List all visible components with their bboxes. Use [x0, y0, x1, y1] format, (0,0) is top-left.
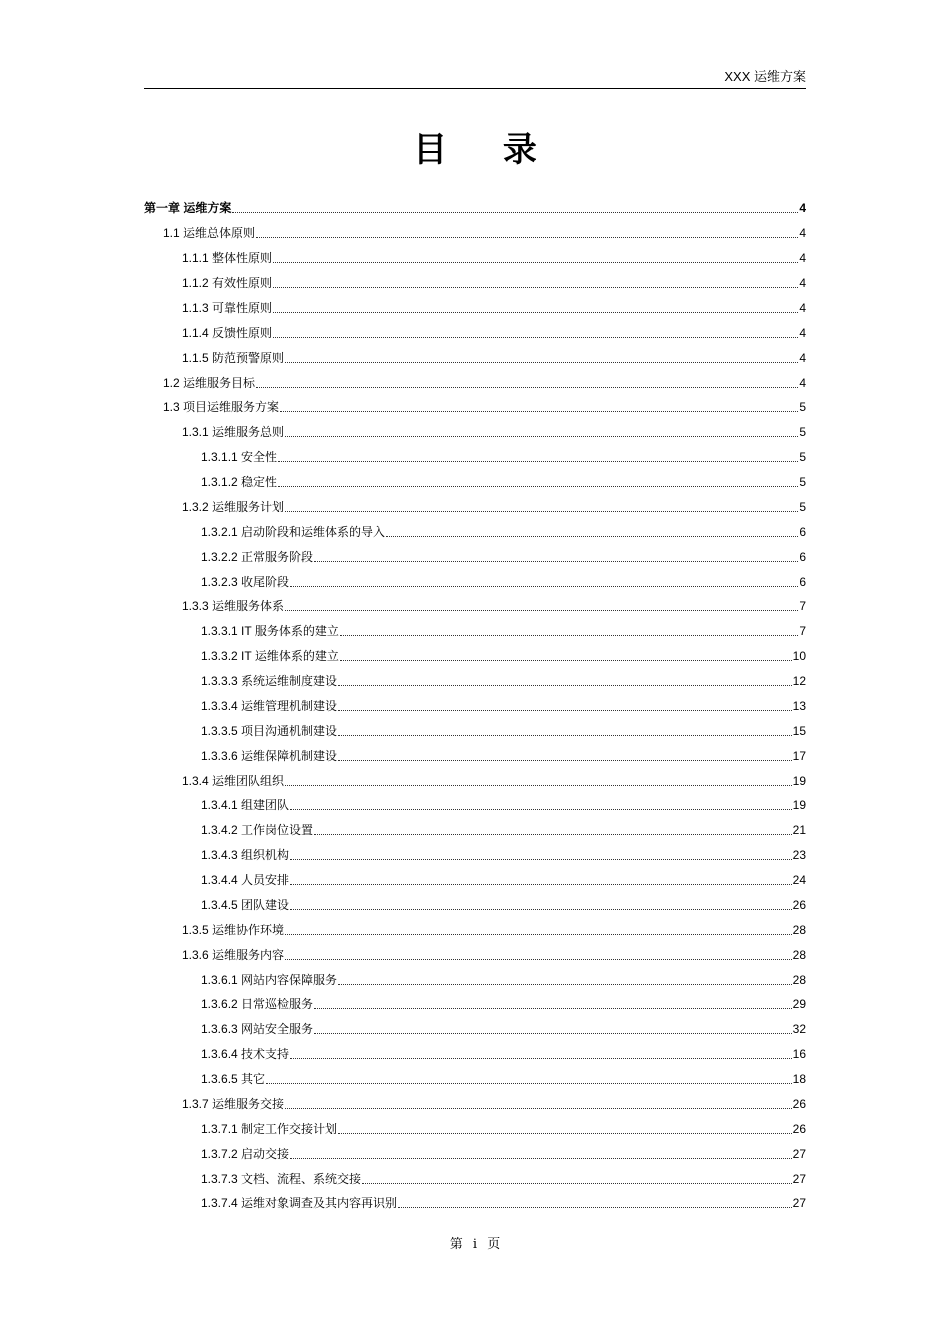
- toc-entry[interactable]: [144, 519, 806, 544]
- toc-dot-leader: [290, 577, 798, 587]
- toc-entry-page-number: 26: [792, 1121, 806, 1136]
- toc-entry-label: 1.3.2 运维服务计划: [182, 499, 285, 514]
- toc-entry-page-number: 27: [792, 1171, 806, 1186]
- toc-entry-label: 1.3.3.2 IT 运维体系的建立: [201, 649, 339, 664]
- toc-entry-label: 1.3.7.1 制定工作交接计划: [201, 1121, 338, 1136]
- toc-dot-leader: [398, 1198, 792, 1208]
- toc-dot-leader: [256, 378, 798, 388]
- toc-entry[interactable]: [144, 893, 806, 918]
- toc-entry-page-number: 12: [792, 674, 806, 689]
- toc-entry-label: 1.1.4 反馈性原则: [182, 325, 273, 340]
- toc-entry-page-number: 5: [799, 400, 806, 415]
- toc-entry-label: 1.3.3 运维服务体系: [182, 599, 285, 614]
- toc-entry[interactable]: [144, 843, 806, 868]
- toc-entry[interactable]: [144, 544, 806, 569]
- toc-entry[interactable]: [144, 768, 806, 793]
- toc-dot-leader: [340, 626, 798, 636]
- toc-dot-leader: [285, 601, 798, 611]
- toc-entry[interactable]: [144, 345, 806, 370]
- toc-entry[interactable]: [144, 868, 806, 893]
- toc-entry-label: 1.3.2.3 收尾阶段: [201, 574, 290, 589]
- toc-entry[interactable]: [144, 420, 806, 445]
- toc-entry[interactable]: [144, 221, 806, 246]
- footer-prefix: 第: [449, 1237, 463, 1252]
- header-rule: [144, 88, 806, 89]
- toc-entry-page-number: 10: [792, 649, 806, 664]
- toc-dot-leader: [386, 527, 798, 537]
- toc-entry-page-number: 6: [799, 524, 806, 539]
- toc-entry[interactable]: [144, 1067, 806, 1092]
- toc-entry-label: 1.3.1.1 安全性: [201, 450, 278, 465]
- toc-entry-label: 1.3.2.2 正常服务阶段: [201, 549, 314, 564]
- toc-entry-page-number: 13: [792, 698, 806, 713]
- toc-entry-label: 1.3.4.1 组建团队: [201, 798, 290, 813]
- toc-entry[interactable]: [144, 370, 806, 395]
- toc-entry-page-number: 19: [792, 773, 806, 788]
- toc-entry-label: 1.2 运维服务目标: [163, 375, 256, 390]
- toc-entry-page-number: 4: [799, 350, 806, 365]
- toc-entry-page-number: 7: [799, 624, 806, 639]
- toc-entry-page-number: 5: [799, 425, 806, 440]
- toc-entry-label: 1.1.3 可靠性原则: [182, 300, 273, 315]
- toc-entry-label: 1.3.4.4 人员安排: [201, 873, 290, 888]
- toc-dot-leader: [338, 975, 792, 985]
- toc-dot-leader: [273, 278, 798, 288]
- toc-entry-page-number: 6: [799, 549, 806, 564]
- toc-entry-label: 1.3.4 运维团队组织: [182, 773, 285, 788]
- toc-entry-label: 1.3.6.5 其它: [201, 1072, 266, 1087]
- toc-entry[interactable]: [144, 1191, 806, 1216]
- toc-entry-label: 1.3.7.3 文档、流程、系统交接: [201, 1171, 362, 1186]
- toc-entry-label: 1.3 项目运维服务方案: [163, 400, 280, 415]
- toc-entry[interactable]: [144, 296, 806, 321]
- toc-dot-leader: [340, 651, 792, 661]
- toc-entry-page-number: 26: [792, 897, 806, 912]
- toc-entry-label: 1.3.6.3 网站安全服务: [201, 1022, 314, 1037]
- toc-dot-leader: [285, 353, 798, 363]
- toc-dot-leader: [338, 676, 792, 686]
- toc-entry-label: 1.3.4.3 组织机构: [201, 848, 290, 863]
- toc-entry-page-number: 16: [792, 1047, 806, 1062]
- toc-entry-label: 1.3.2.1 启动阶段和运维体系的导入: [201, 524, 386, 539]
- toc-entry-page-number: 17: [792, 748, 806, 763]
- toc-entry-page-number: 4: [799, 226, 806, 241]
- toc-entry-label: 1.3.4.2 工作岗位设置: [201, 823, 314, 838]
- toc-dot-leader: [278, 477, 798, 487]
- toc-entry-label: 1.3.6.1 网站内容保障服务: [201, 972, 338, 987]
- running-header: XXX 运维方案: [724, 69, 806, 84]
- toc-entry-page-number: 29: [792, 997, 806, 1012]
- toc-entry-page-number: 21: [792, 823, 806, 838]
- toc-entry-page-number: 5: [799, 450, 806, 465]
- toc-dot-leader: [280, 402, 798, 412]
- toc-entry-label: 1.1.2 有效性原则: [182, 276, 273, 291]
- toc-entry[interactable]: [144, 271, 806, 296]
- toc-entry-label: 1.3.3.4 运维管理机制建设: [201, 698, 338, 713]
- toc-dot-leader: [314, 1024, 792, 1034]
- toc-entry-label: 1.1.5 防范预警原则: [182, 350, 285, 365]
- toc-entry-label: 1.3.7.4 运维对象调查及其内容再识别: [201, 1196, 398, 1211]
- toc-entry[interactable]: [144, 196, 806, 221]
- toc-entry-label: 1.1.1 整体性原则: [182, 251, 273, 266]
- toc-entry-label: 1.1 运维总体原则: [163, 226, 256, 241]
- toc-entry-label: 1.3.4.5 团队建设: [201, 897, 290, 912]
- toc-entry[interactable]: [144, 992, 806, 1017]
- toc-entry-label: 1.3.7.2 启动交接: [201, 1146, 290, 1161]
- toc-entry-page-number: 6: [799, 574, 806, 589]
- toc-entry-label: 1.3.3.3 系统运维制度建设: [201, 674, 338, 689]
- toc-entry-page-number: 4: [799, 300, 806, 315]
- toc-dot-leader: [273, 253, 798, 263]
- toc-entry-page-number: 18: [792, 1072, 806, 1087]
- toc-dot-leader: [273, 328, 798, 338]
- toc-entry[interactable]: [144, 569, 806, 594]
- toc-entry-page-number: 5: [799, 475, 806, 490]
- footer-page-number: i: [472, 1237, 478, 1252]
- toc-dot-leader: [314, 999, 792, 1009]
- toc-dot-leader: [285, 427, 798, 437]
- toc-dot-leader: [338, 1124, 792, 1134]
- toc-entry-label: 1.3.6.2 日常巡检服务: [201, 997, 314, 1012]
- toc-entry-page-number: 27: [792, 1146, 806, 1161]
- toc-dot-leader: [278, 452, 798, 462]
- toc-entry-page-number: 15: [792, 723, 806, 738]
- toc-dot-leader: [256, 228, 798, 238]
- toc-entry[interactable]: [144, 669, 806, 694]
- toc-dot-leader: [314, 552, 798, 562]
- toc-dot-leader: [232, 203, 798, 213]
- toc-entry-page-number: 24: [792, 873, 806, 888]
- toc-entry[interactable]: [144, 967, 806, 992]
- toc-dot-leader: [338, 726, 792, 736]
- toc-entry[interactable]: [144, 818, 806, 843]
- toc-entry-page-number: 28: [792, 922, 806, 937]
- toc-entry-page-number: 19: [792, 798, 806, 813]
- toc-dot-leader: [290, 1049, 792, 1059]
- toc-entry-page-number: 32: [792, 1022, 806, 1037]
- toc-entry-page-number: 27: [792, 1196, 806, 1211]
- toc-entry[interactable]: [144, 619, 806, 644]
- toc-dot-leader: [290, 850, 792, 860]
- toc-entry[interactable]: [144, 942, 806, 967]
- toc-entry[interactable]: [144, 320, 806, 345]
- toc-dot-leader: [285, 1099, 792, 1109]
- toc-title: 目 录: [413, 130, 559, 170]
- toc-dot-leader: [290, 900, 792, 910]
- toc-dot-leader: [338, 701, 792, 711]
- toc-dot-leader: [314, 825, 792, 835]
- toc-dot-leader: [285, 776, 792, 786]
- toc-entry[interactable]: [144, 395, 806, 420]
- toc-entry[interactable]: [144, 1141, 806, 1166]
- toc-entry-page-number: 4: [799, 276, 806, 291]
- toc-dot-leader: [285, 502, 798, 512]
- toc-entry-page-number: 28: [792, 947, 806, 962]
- toc-entry[interactable]: [144, 470, 806, 495]
- toc-entry[interactable]: [144, 1116, 806, 1141]
- toc-entry[interactable]: [144, 594, 806, 619]
- toc-dot-leader: [285, 950, 792, 960]
- page-footer: [0, 1236, 950, 1254]
- toc-entry-page-number: 28: [792, 972, 806, 987]
- toc-entry-page-number: 7: [799, 599, 806, 614]
- toc-dot-leader: [338, 751, 792, 761]
- table-of-contents: [144, 196, 806, 1216]
- toc-entry-label: 1.3.3.6 运维保障机制建设: [201, 748, 338, 763]
- toc-entry[interactable]: [144, 743, 806, 768]
- toc-entry-page-number: 5: [799, 499, 806, 514]
- toc-entry-page-number: 4: [799, 201, 806, 216]
- toc-entry[interactable]: [144, 1017, 806, 1042]
- footer-suffix: 页: [487, 1237, 501, 1252]
- toc-entry[interactable]: [144, 1166, 806, 1191]
- toc-dot-leader: [273, 303, 798, 313]
- toc-entry-label: 1.3.3.5 项目沟通机制建设: [201, 723, 338, 738]
- toc-entry-label: 第一章 运维方案: [144, 201, 232, 216]
- toc-entry[interactable]: [144, 246, 806, 271]
- toc-entry-page-number: 4: [799, 375, 806, 390]
- toc-entry-label: 1.3.1.2 稳定性: [201, 475, 278, 490]
- toc-dot-leader: [290, 800, 792, 810]
- toc-entry-page-number: 23: [792, 848, 806, 863]
- toc-entry[interactable]: [144, 495, 806, 520]
- toc-entry[interactable]: [144, 718, 806, 743]
- toc-entry[interactable]: [144, 694, 806, 719]
- toc-entry-page-number: 26: [792, 1096, 806, 1111]
- toc-dot-leader: [285, 925, 792, 935]
- toc-dot-leader: [290, 1149, 792, 1159]
- toc-entry-label: 1.3.6 运维服务内容: [182, 947, 285, 962]
- toc-entry-label: 1.3.6.4 技术支持: [201, 1047, 290, 1062]
- toc-entry-page-number: 4: [799, 251, 806, 266]
- toc-dot-leader: [362, 1174, 792, 1184]
- toc-dot-leader: [266, 1074, 792, 1084]
- toc-entry[interactable]: [144, 644, 806, 669]
- toc-entry-label: 1.3.7 运维服务交接: [182, 1096, 285, 1111]
- toc-entry-label: 1.3.1 运维服务总则: [182, 425, 285, 440]
- toc-entry-page-number: 4: [799, 325, 806, 340]
- toc-entry[interactable]: [144, 445, 806, 470]
- toc-dot-leader: [290, 875, 792, 885]
- toc-entry[interactable]: [144, 1092, 806, 1117]
- toc-entry-label: 1.3.3.1 IT 服务体系的建立: [201, 624, 339, 639]
- toc-entry-label: 1.3.5 运维协作环境: [182, 922, 285, 937]
- toc-entry[interactable]: [144, 793, 806, 818]
- toc-entry[interactable]: [144, 1042, 806, 1067]
- toc-entry[interactable]: [144, 917, 806, 942]
